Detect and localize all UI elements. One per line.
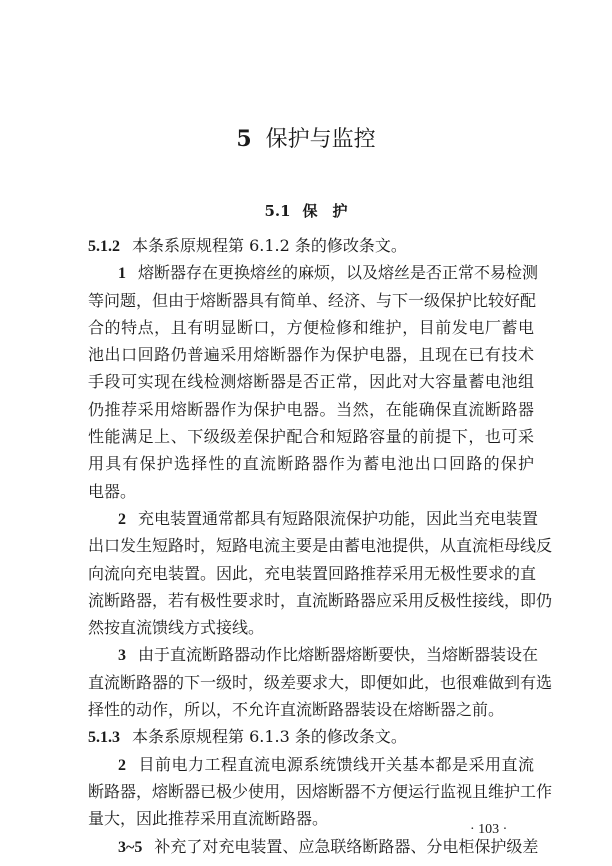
line-text: 出口发生短路时，短路电流主要是由蓄电池提供，从直流柜母线反 [88,536,553,556]
text-line [88,614,534,641]
line-text: 充电装置通常都具有短路限流保护功能，因此当充电装置 [138,508,539,528]
line-text: 由于直流断路器动作比熔断器熔断要快，当熔断器装设在 [138,645,539,665]
line-text: 本条系原规程第 6.1.2 条的修改条文。 [132,236,407,255]
clause-number: 2 [118,756,126,774]
text-line [88,450,534,477]
text-line [88,669,553,696]
body-text [88,232,553,860]
paragraph [88,259,539,505]
paragraph [88,641,553,723]
chapter-heading [0,122,612,153]
line-text: 补充了对充电装置、应急联络断路器、分电柜保护级差 [154,836,539,856]
line-text: 目前电力工程直流电源系统馈线开关基本都是采用直流 [138,754,534,774]
text-line [88,396,534,423]
text-line [88,287,537,314]
line-text: 断路器，熔断器已极少使用，因熔断器不方便运行监视且维护工作 [88,781,553,801]
paragraph [88,232,534,259]
clause-number: 5.1.2 [88,238,120,255]
clause-number: 3~5 [118,838,143,856]
text-line [88,232,534,259]
line-text: 流断路器，若有极性要求时，直流断路器应采用反极性接线，即仍 [88,590,553,610]
text-line [88,805,534,832]
clause-number: 5.1.3 [88,729,120,747]
text-line [88,423,534,450]
line-text: 电器。 [88,481,137,501]
line-text: 择性的动作，所以，不允许直流断路器装设在熔断器之前。 [88,700,505,720]
section-heading [0,200,612,221]
text-line [88,560,537,587]
paragraph [88,751,553,833]
paragraph [88,723,534,750]
paragraph [88,505,553,641]
clause-number: 1 [118,265,126,283]
text-line [88,587,553,614]
text-line [88,641,539,668]
line-text: 池出口回路仍普遍采用熔断器作为保护电器，且现在已有技术 [88,345,534,365]
section-number: 5.1 [264,202,291,220]
line-text: 用具有保护选择性的直流断路器作为蓄电池出口回路的保护 [88,454,534,474]
text-line [88,259,539,286]
text-line [88,751,534,778]
chapter-title: 保护与监控 [265,127,376,152]
text-line [88,833,539,860]
clause-number: 2 [118,510,126,528]
text-line [88,532,553,559]
line-text: 手段可实现在线检测熔断器是否正常，因此对大容量蓄电池组 [88,372,534,392]
chapter-number: 5 [236,126,252,152]
line-text: 本条系原规程第 6.1.3 条的修改条文。 [132,727,407,747]
line-text: 熔断器存在更换熔丝的麻烦，以及熔丝是否正常不易检测 [138,263,539,283]
line-text: 量大，因此推荐采用直流断路器。 [88,809,329,829]
line-text: 向流向充电装置。因此，充电装置回路推荐采用无极性要求的直 [88,563,537,583]
text-line [88,314,534,341]
line-text: 性能满足上、下级级差保护配合和短路容量的前提下，也可采 [88,427,534,447]
text-line [88,505,539,532]
text-line [88,778,553,805]
paragraph [88,833,539,860]
text-line [88,478,534,505]
line-text: 合的特点，且有明显断口，方便检修和维护，目前发电厂蓄电 [88,317,534,337]
text-line [88,341,534,368]
text-line [88,723,534,750]
text-line [88,696,534,723]
line-text: 直流断路器的下一级时，级差要求大，即便如此，也很难做到有选 [88,672,553,692]
page-number: · 103 · [470,822,508,837]
clause-number: 3 [118,647,126,665]
line-text: 仍推荐采用熔断器作为保护电器。当然，在能确保直流断路器 [88,399,534,419]
section-title: 保 护 [302,202,348,220]
line-text: 然按直流馈线方式接线。 [88,618,265,638]
text-line [88,368,534,395]
line-text: 等问题，但由于熔断器具有简单、经济、与下一级保护比较好配 [88,290,537,310]
